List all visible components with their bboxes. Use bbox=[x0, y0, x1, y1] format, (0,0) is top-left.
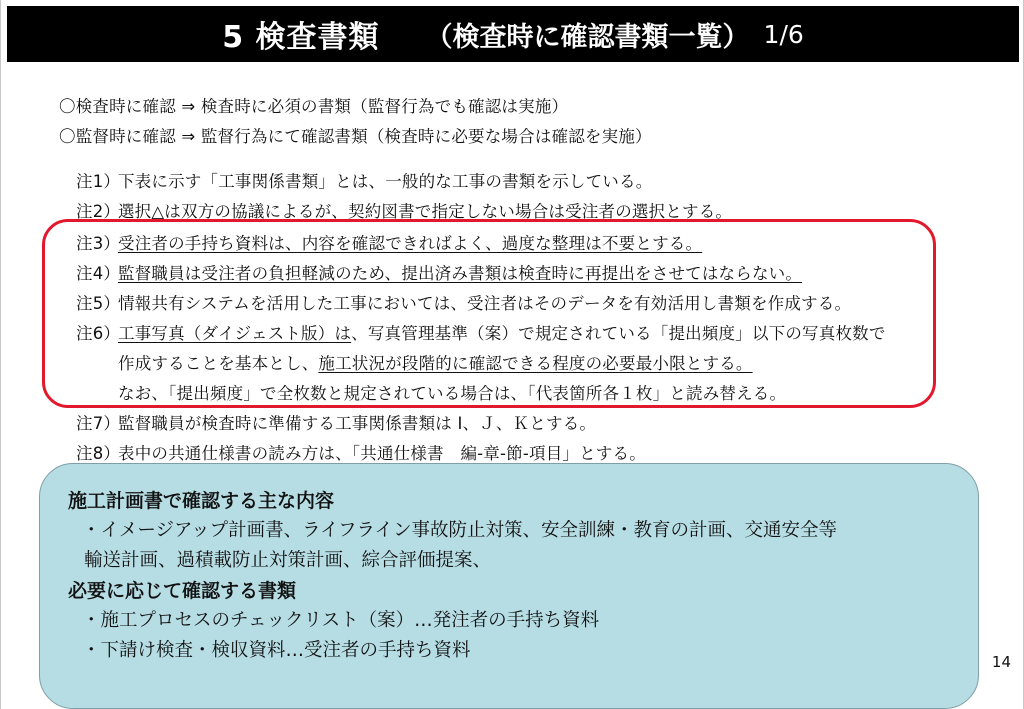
note-1 bbox=[76, 168, 652, 192]
note-7 bbox=[76, 410, 596, 434]
note-6 bbox=[76, 320, 886, 344]
note-text: 作成することを基本とし、 bbox=[118, 354, 319, 373]
note-6-line-3: なお、「提出頻度」で全枚数と規定されている場合は、「代表箇所各１枚」と読み替える。 bbox=[118, 384, 787, 403]
note-text-underlined: 施工状況が段階的に確認できる程度の必要最小限とする。 bbox=[318, 354, 753, 373]
note-8 bbox=[76, 440, 646, 464]
bullet-inspection-check: 〇検査時に確認 ⇒ 検査時に必須の書類（監督行為でも確認は実施） bbox=[59, 97, 569, 116]
info-heading-construction-plan: 施工計画書で確認する主な内容 bbox=[68, 490, 335, 512]
note-label: 注1） bbox=[76, 172, 121, 191]
note-label: 注7） bbox=[76, 414, 121, 433]
note-5 bbox=[76, 290, 851, 314]
info-item-continuation: 輸送計画、過積載防止対策計画、綜合評価提案、 bbox=[84, 550, 492, 571]
slide-page-indicator: 1/6 bbox=[763, 19, 804, 49]
note-6-line-2 bbox=[118, 350, 753, 374]
bullet-supervision-check: 〇監督時に確認 ⇒ 監督行為にて確認書類（検査時に必要な場合は確認を実施） bbox=[59, 127, 652, 146]
note-label: 注4） bbox=[76, 264, 121, 283]
note-label: 注2） bbox=[76, 202, 121, 221]
info-item: ・下請け検査・検収資料…受注者の手持ち資料 bbox=[82, 640, 471, 661]
slide-subtitle: （検査時に確認書類一覧） bbox=[425, 21, 750, 53]
note-text: 下表に示す「工事関係書類」とは、一般的な工事の書類を示している。 bbox=[118, 172, 653, 191]
info-item: ・イメージアップ計画書、ライフライン事故防止対策、安全訓練・教育の計画、交通安全等 bbox=[82, 520, 837, 541]
note-label: 注3） bbox=[76, 234, 121, 253]
info-item: ・施工プロセスのチェックリスト（案）…発注者の手持ち資料 bbox=[82, 610, 600, 631]
note-text: 情報共有システムを活用した工事においては、受注者はそのデータを有効活用し書類を作成する。 bbox=[118, 294, 852, 313]
slide-title: 5 検査書類 bbox=[222, 20, 380, 55]
note-text: 、写真管理基準（案）で規定されている「提出頻度」以下の写真枚数で bbox=[351, 324, 886, 343]
note-text: 受注者の手持ち資料は、内容を確認できればよく、過度な整理は不要とする。 bbox=[118, 234, 703, 253]
note-text-underlined: 工事写真（ダイジェスト版）は bbox=[118, 324, 352, 343]
info-heading-as-needed: 必要に応じて確認する書類 bbox=[68, 580, 297, 602]
info-panel bbox=[39, 463, 979, 709]
note-label: 注6） bbox=[76, 324, 121, 343]
page-number: 14 bbox=[991, 653, 1011, 671]
note-label: 注8） bbox=[76, 444, 121, 463]
note-label: 注5） bbox=[76, 294, 121, 313]
title-bar bbox=[7, 6, 1019, 62]
note-text: 表中の共通仕様書の読み方は、「共通仕様書 編-章-節-項目」とする。 bbox=[118, 444, 646, 463]
note-4 bbox=[76, 260, 802, 284]
note-text: 監督職員が検査時に準備する工事関係書類は Ⅰ、Ｊ、Ｋとする。 bbox=[118, 414, 597, 433]
note-text: 選択△は双方の協議によるが、契約図書で指定しない場合は受注者の選択とする。 bbox=[118, 202, 733, 221]
note-3 bbox=[76, 230, 702, 254]
note-text: 監督職員は受注者の負担軽減のため、提出済み書類は検査時に再提出をさせてはならない。 bbox=[118, 264, 803, 283]
